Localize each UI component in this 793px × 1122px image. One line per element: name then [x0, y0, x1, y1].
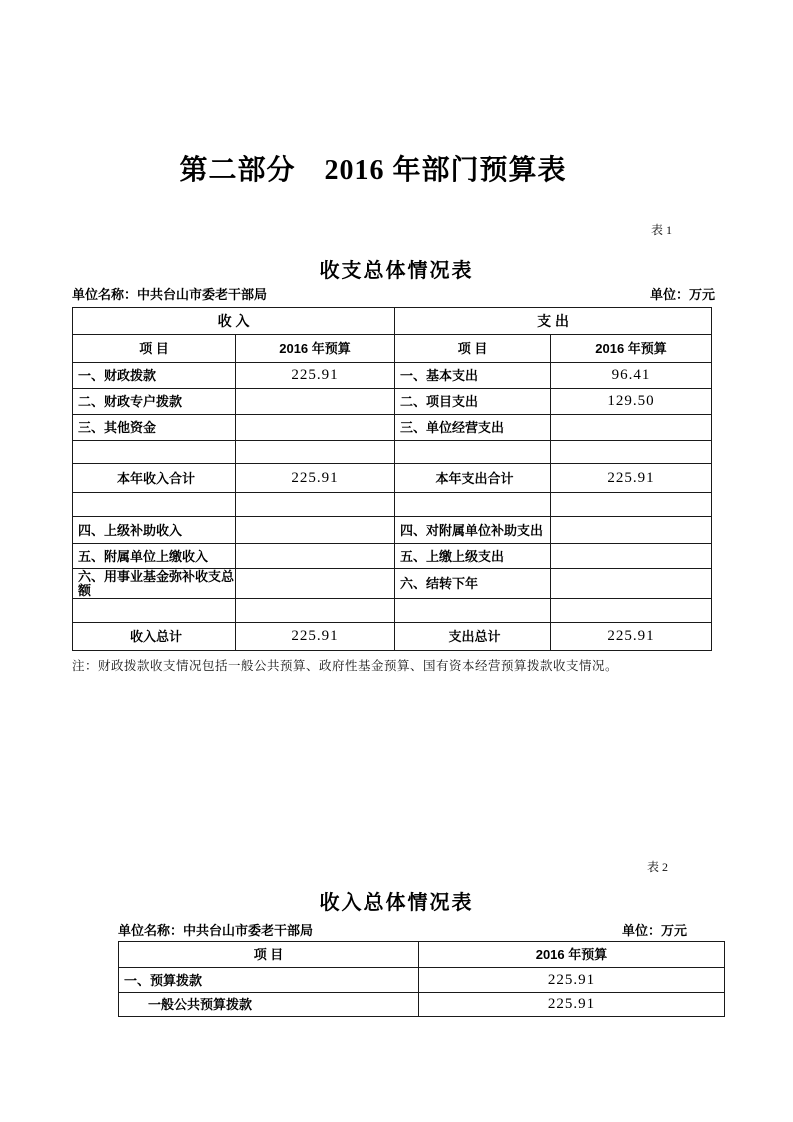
expense-item-cell: 三、单位经营支出: [395, 415, 551, 441]
expense-item-cell: 二、项目支出: [395, 389, 551, 415]
income-item-cell: 三、其他资金: [73, 415, 236, 441]
expense-subtotal-label: 本年支出合计: [395, 464, 551, 493]
table2-unit-name: 单位名称：中共台山市委老干部局: [118, 923, 314, 938]
table-row: [73, 599, 712, 623]
income-budget-header: 2016 年预算: [236, 335, 395, 363]
table-row: [119, 968, 725, 993]
table-row: [73, 623, 712, 651]
income-item-cell: 一、财政拨款: [73, 363, 236, 389]
table-row: [119, 942, 725, 968]
table-row: [73, 308, 712, 335]
empty-cell: [236, 441, 395, 464]
table1-tag: 表 1: [650, 223, 672, 237]
income-section-header: 收 入: [73, 308, 395, 335]
income-item-cell: 四、上级补助收入: [73, 517, 236, 544]
table-row: [73, 363, 712, 389]
empty-cell: [395, 493, 551, 517]
expense-item-cell: 六、结转下年: [395, 569, 551, 599]
empty-cell: [551, 493, 712, 517]
budget-header: 2016 年预算: [419, 942, 725, 968]
revenue-expenditure-table: [72, 307, 712, 651]
table2-unit: 单位：万元: [621, 923, 687, 938]
income-value-cell: 225.91: [236, 363, 395, 389]
income-value-cell: [236, 517, 395, 544]
empty-cell: [395, 599, 551, 623]
table1-footnote: 注：财政拨款收支情况包括一般公共预算、政府性基金预算、国有资本经营预算拨款收支情况。: [72, 659, 619, 673]
empty-cell: [236, 599, 395, 623]
empty-cell: [236, 493, 395, 517]
table-row: [73, 493, 712, 517]
revenue-overview-table: [118, 941, 725, 1017]
table2-title: 收入总体情况表: [319, 892, 474, 914]
table-row: [73, 569, 712, 599]
empty-cell: [73, 493, 236, 517]
income-item-header: 项 目: [73, 335, 236, 363]
empty-cell: [551, 599, 712, 623]
empty-cell: [551, 441, 712, 464]
income-item-cell: 二、财政专户拨款: [73, 389, 236, 415]
table-row: [119, 993, 725, 1017]
table1-title: 收支总体情况表: [319, 260, 474, 282]
table-row: [73, 335, 712, 363]
value-cell: 225.91: [419, 993, 725, 1017]
expense-item-cell: 一、基本支出: [395, 363, 551, 389]
table-row: [73, 441, 712, 464]
expense-item-cell: 五、上缴上级支出: [395, 544, 551, 569]
table1-unit-name: 单位名称：中共台山市委老干部局: [72, 287, 268, 302]
expense-total-label: 支出总计: [395, 623, 551, 651]
expense-total-value: 225.91: [551, 623, 712, 651]
income-item-cell: 五、附属单位上缴收入: [73, 544, 236, 569]
empty-cell: [395, 441, 551, 464]
value-cell: 225.91: [419, 968, 725, 993]
income-value-cell: [236, 415, 395, 441]
table-row: [73, 415, 712, 441]
item-cell: 一般公共预算拨款: [119, 993, 419, 1017]
expense-item-cell: 四、对附属单位补助支出: [395, 517, 551, 544]
table2-tag: 表 2: [646, 860, 668, 874]
page-title: 第二部分 2016 年部门预算表: [179, 155, 567, 186]
income-subtotal-value: 225.91: [236, 464, 395, 493]
table-row: [73, 544, 712, 569]
table1-unit: 单位：万元: [649, 287, 715, 302]
income-value-cell: [236, 544, 395, 569]
income-subtotal-label: 本年收入合计: [73, 464, 236, 493]
expense-value-cell: 129.50: [551, 389, 712, 415]
income-total-label: 收入总计: [73, 623, 236, 651]
expense-budget-header: 2016 年预算: [551, 335, 712, 363]
expense-value-cell: 96.41: [551, 363, 712, 389]
income-value-cell: [236, 569, 395, 599]
item-header: 项 目: [119, 942, 419, 968]
empty-cell: [73, 441, 236, 464]
expense-section-header: 支 出: [395, 308, 712, 335]
table-row: [73, 464, 712, 493]
expense-value-cell: [551, 544, 712, 569]
expense-value-cell: [551, 415, 712, 441]
empty-cell: [73, 599, 236, 623]
table-row: [73, 389, 712, 415]
table1-meta: [72, 284, 715, 303]
expense-value-cell: [551, 517, 712, 544]
table2-meta: [118, 920, 687, 939]
item-cell: 一、预算拨款: [119, 968, 419, 993]
expense-value-cell: [551, 569, 712, 599]
expense-subtotal-value: 225.91: [551, 464, 712, 493]
table-row: [73, 517, 712, 544]
income-total-value: 225.91: [236, 623, 395, 651]
income-value-cell: [236, 389, 395, 415]
expense-item-header: 项 目: [395, 335, 551, 363]
income-item-cell: 六、用事业基金弥补收支总额: [73, 569, 236, 599]
